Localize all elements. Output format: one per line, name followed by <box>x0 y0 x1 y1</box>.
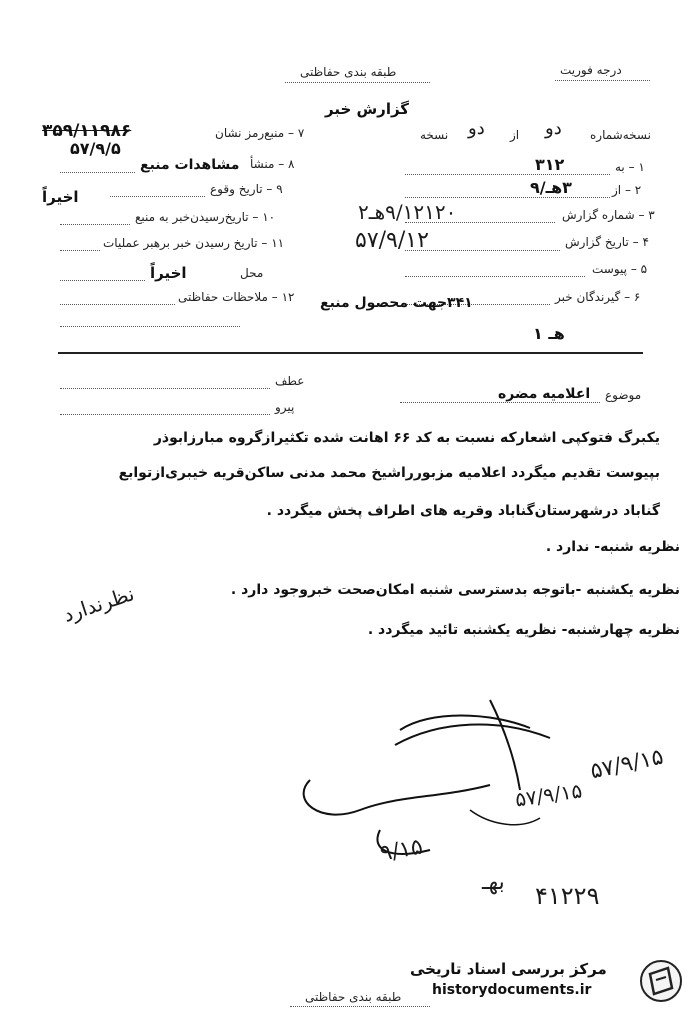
field-value-report-number: ۹/۱۲۱۲۰هـ۲ <box>358 200 457 224</box>
field-dotline <box>60 172 135 173</box>
atf-dotline <box>60 388 270 389</box>
copy-of-label: از <box>510 128 520 142</box>
field-label-occurrence-date: ۹ – تاریخ وقوع <box>210 182 283 196</box>
place-label: محل <box>240 266 264 280</box>
field-value-from: ۳هـ/۹ <box>530 178 572 197</box>
field-dotline <box>60 224 130 225</box>
priority-label: درجه فوریت <box>560 63 622 77</box>
opinion-line: نظریه شنبه- ندارد . <box>545 539 680 555</box>
field-dotline <box>405 276 585 277</box>
field-label-recipients: ۶ – گیرندگان خبر <box>555 290 641 304</box>
footer-classification-dotline <box>290 1006 430 1007</box>
field-dotline <box>60 280 145 281</box>
field-label-to: ۱ – به <box>615 160 645 174</box>
field-dotline <box>60 250 100 251</box>
subject-value: اعلامیه مضره <box>498 386 591 402</box>
handwritten-date-1: ۵۷/۹/۱۵ <box>588 744 666 785</box>
field-label-report-date: ۴ – تاریخ گزارش <box>565 235 649 249</box>
margin-note: نظرندارد <box>60 581 138 627</box>
extra-code: هـ ۱ <box>533 324 565 343</box>
footer-classification-label: طبقه بندی حفاظتی <box>305 990 402 1004</box>
field-value-report-date: ۵۷/۹/۱۲ <box>355 228 429 253</box>
priority-dotline <box>555 80 650 81</box>
peyro-dotline <box>60 414 270 415</box>
header-separator <box>58 352 643 354</box>
page-title: گزارش خبر <box>325 100 410 118</box>
handwritten-date-3: ۹/۱۵ <box>378 834 425 867</box>
field-label-attachment: ۵ – پیوست <box>592 262 648 276</box>
copy-total: دو <box>468 118 485 139</box>
opinion-line: نظریه یکشنبه -باتوجه بدسترسی شنبه امکان‌صحت خبروجود دارد . <box>230 582 680 598</box>
field-label-from: ۲ – از <box>612 183 642 197</box>
field-value-recipients: ۳۴۱جهت محصول منبع <box>320 295 473 311</box>
copy-number: دو <box>545 118 562 139</box>
logo-emblem-icon <box>638 958 684 1004</box>
field-label-arrival-source: ۱۰ – تاریخ‌رسیدن‌خبر به منبع <box>135 210 276 224</box>
opinion-line: نظریه چهارشنبه- نظریه یکشنبه تائید میگردد . <box>367 622 680 638</box>
classification-dotline <box>285 82 430 83</box>
field-label-report-number: ۳ – شماره گزارش <box>562 208 655 222</box>
field-value-origin: مشاهدات منبع <box>140 157 240 173</box>
handwritten-note: بهـ <box>482 870 505 895</box>
body-line: یکبرگ فتوکپی اشعارکه نسبت به کد ۶۶ اهانت شده تکثیرازگروه مبارزابوذر <box>153 430 660 446</box>
logo-url: historydocuments.ir <box>432 982 592 998</box>
handwritten-number: ۴۱۲۲۹ <box>535 882 600 910</box>
handwritten-date-2: ۵۷/۹/۱۵ <box>513 778 584 812</box>
field-dotline <box>405 174 610 175</box>
field-dotline <box>60 326 240 327</box>
place-value: اخیراً <box>150 264 187 282</box>
field-label-arrival-leader: ۱۱ – تاریخ رسیدن خبر برهبر عملیات <box>103 236 285 250</box>
body-line: گناباد درشهرستان‌گناباد وقریه های اطراف پخش میگردد . <box>266 503 660 519</box>
field-value-to: ۳۱۲ <box>535 155 565 174</box>
copy-label: نسخه‌شماره <box>590 128 651 142</box>
subject-label: موضوع <box>605 388 642 402</box>
field-dotline <box>60 304 175 305</box>
field-label-source-code: ۷ – منبع‌رمز نشان <box>215 126 305 140</box>
field-value-occurrence-date: اخیراً <box>42 188 79 206</box>
body-line: بپیوست تقدیم میگردد اعلامیه مزبورراشیخ محمد مدنی ساکن‌قریه خیبری‌ازتوابع <box>118 465 660 481</box>
watermark-logo <box>410 956 690 1008</box>
field-dotline <box>405 197 610 198</box>
logo-name: مرکز بررسی اسناد تاریخی <box>410 960 607 978</box>
atf-label: عطف <box>275 374 305 388</box>
field-dotline <box>110 196 205 197</box>
source-date: ۵۷/۹/۵ <box>70 139 121 158</box>
field-label-origin: ۸ – منشأ <box>250 157 295 171</box>
subject-dotline <box>400 402 600 403</box>
field-label-security-notes: ۱۲ – ملاحظات حفاظتی <box>178 290 295 304</box>
copy-word: نسخه <box>420 128 449 142</box>
peyro-label: پیرو <box>275 400 295 414</box>
field-value-source-code: ۳۵۹/۱۱۹۸۶ <box>42 121 132 141</box>
classification-label: طبقه بندی حفاظتی <box>300 65 397 79</box>
